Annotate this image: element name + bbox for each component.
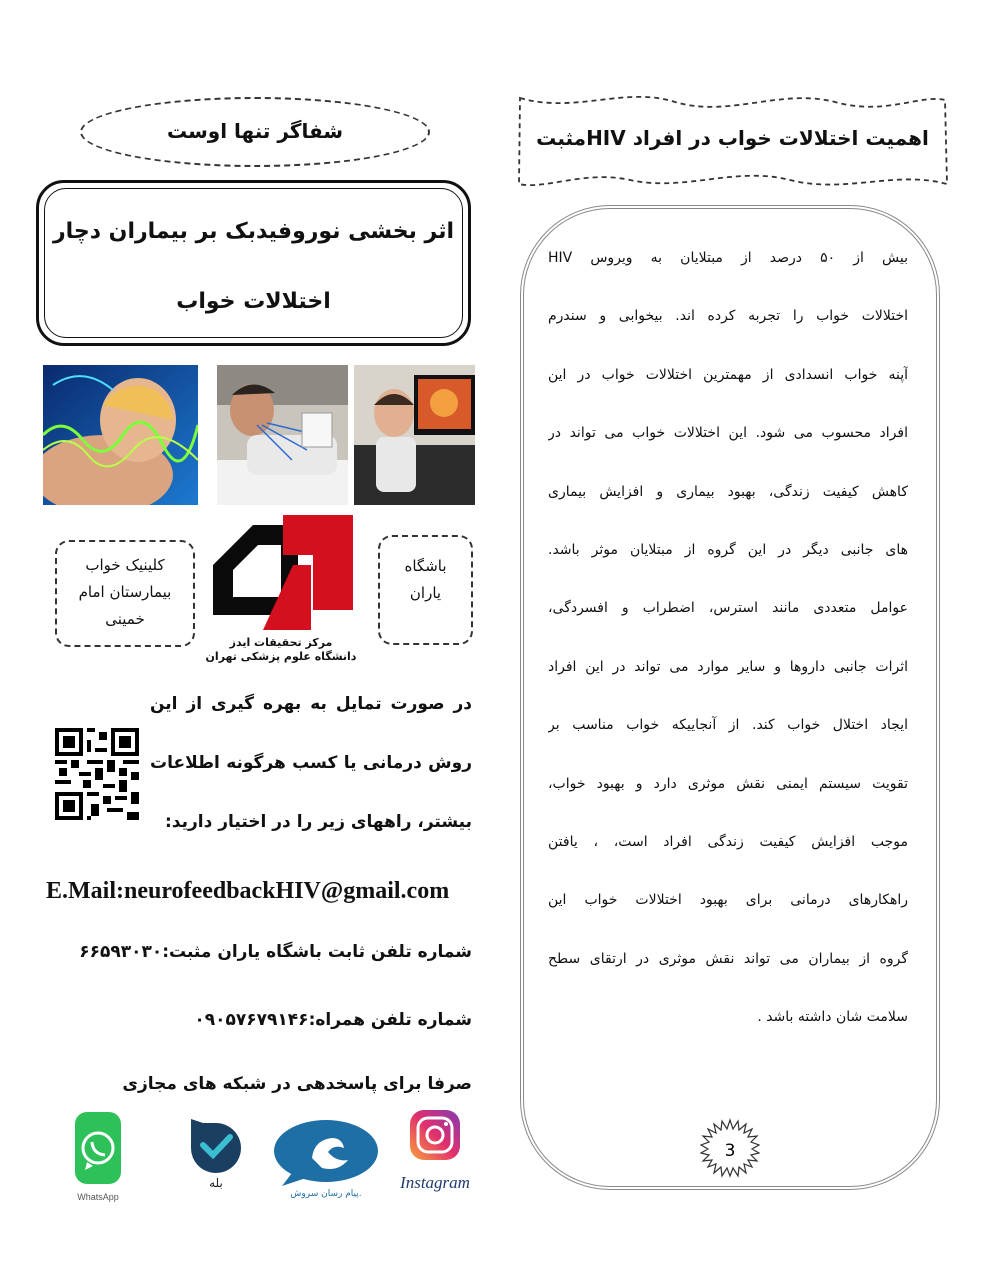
logo-caption <box>205 636 357 664</box>
slogan-oval <box>80 97 430 167</box>
contact-intro-line: بیشتر، راههای زیر را در اختیار دارید: <box>164 812 472 832</box>
clinic-line: خمینی <box>105 610 145 628</box>
clinic-line: بیمارستان امام <box>78 583 172 601</box>
contact-intro-line: در صورت تمایل به بهره گیری از این <box>150 694 472 714</box>
section-title: اهمیت اختلالات خواب در افراد HIVمثبت <box>536 126 929 150</box>
article-line: عوامل متعددی مانند استرس، اضطراب و افسردگی، <box>548 600 908 617</box>
social-note: صرفا برای پاسخدهی در شبکه های مجازی <box>122 1074 472 1094</box>
club-info-box <box>378 535 473 645</box>
bale-icon[interactable] <box>183 1115 249 1190</box>
whatsapp-label: WhatsApp <box>77 1192 119 1202</box>
article-line: بیش از ۵۰ درصد از مبتلایان به ویروس HIV <box>548 250 908 266</box>
photo-sleep-study <box>217 365 348 505</box>
email-link[interactable]: E.Mail:neurofeedbackHIV@gmail.com <box>46 878 450 904</box>
article-line: تقویت سیستم ایمنی نقش موثری دارد و بهبود خواب، <box>548 775 908 792</box>
logo-caption-line: مرکز تحقیقات ایدز <box>229 636 333 649</box>
soroush-icon[interactable] <box>272 1118 380 1200</box>
club-line: باشگاه <box>404 557 447 575</box>
soroush-label: پیام رسان سروش. <box>290 1189 362 1199</box>
clinic-info-box <box>55 540 195 647</box>
clinic-line: کلینیک خواب <box>85 556 165 574</box>
bale-label: بله <box>209 1176 223 1190</box>
article-line: راهکارهای درمانی برای بهبود اختلالات خواب این <box>548 892 908 909</box>
page-number: 3 <box>724 1141 736 1161</box>
article-line: کاهش کیفیت زندگی، بهبود بیماری و افزایش بیماری <box>548 483 908 500</box>
article-body <box>548 243 908 1060</box>
article-line: موجب افزایش کیفیت زندگی افراد است، ، یافتن <box>548 833 908 850</box>
article-line: سلامت شان داشته باشد . <box>757 1009 908 1026</box>
instagram-label: Instagram <box>400 1173 470 1192</box>
section-title-banner <box>515 92 950 192</box>
logo-caption-line: دانشگاه علوم پزشکی تهران <box>205 650 357 663</box>
aids-research-center-logo <box>203 515 358 635</box>
article-line: های جانبی دیگر در این گروه از مبتلایان موثر باشد. <box>548 541 908 558</box>
article-line: گروه از بیماران می تواند نقش موثری در ارتقای سطح <box>548 950 908 967</box>
whatsapp-icon[interactable] <box>73 1110 123 1205</box>
page-number-badge <box>700 1118 760 1178</box>
instagram-icon[interactable] <box>396 1108 474 1198</box>
mobile-phone[interactable]: شماره تلفن همراه:۰۹۰۵۷۶۷۹۱۴۶ <box>194 1010 472 1030</box>
photo-neurofeedback-session <box>354 365 475 505</box>
article-line: آپنه خواب انسدادی از مهمترین اختلالات خواب در این <box>548 366 908 383</box>
article-line: افراد محسوب می شود. این اختلالات خواب می تواند در <box>548 425 908 442</box>
article-line: اختلالات خواب را تجربه کرده اند. بیخوابی و سندرم <box>548 308 908 325</box>
qr-code[interactable] <box>55 728 139 820</box>
club-line: یاران <box>409 584 442 602</box>
main-title-line: اثر بخشی نوروفیدبک بر بیماران دچار <box>52 219 455 244</box>
contact-intro <box>150 682 472 859</box>
article-line: ایجاد اختلال خواب کند. از آنجاییکه خواب مناسب بر <box>548 717 908 734</box>
article-line: اثرات جانبی داروها و سایر موارد می تواند در این افراد <box>548 658 908 675</box>
contact-intro-line: روش درمانی یا کسب هرگونه اطلاعات <box>150 753 472 773</box>
photo-brain-waves <box>43 365 198 505</box>
main-title-box <box>44 188 463 338</box>
main-title-line: اختلالات خواب <box>176 289 331 314</box>
landline-phone[interactable]: شماره تلفن ثابت باشگاه یاران مثبت:۶۶۵۹۳۰۳۰ <box>79 942 472 962</box>
slogan-text: شفاگر تنها اوست <box>166 119 344 143</box>
